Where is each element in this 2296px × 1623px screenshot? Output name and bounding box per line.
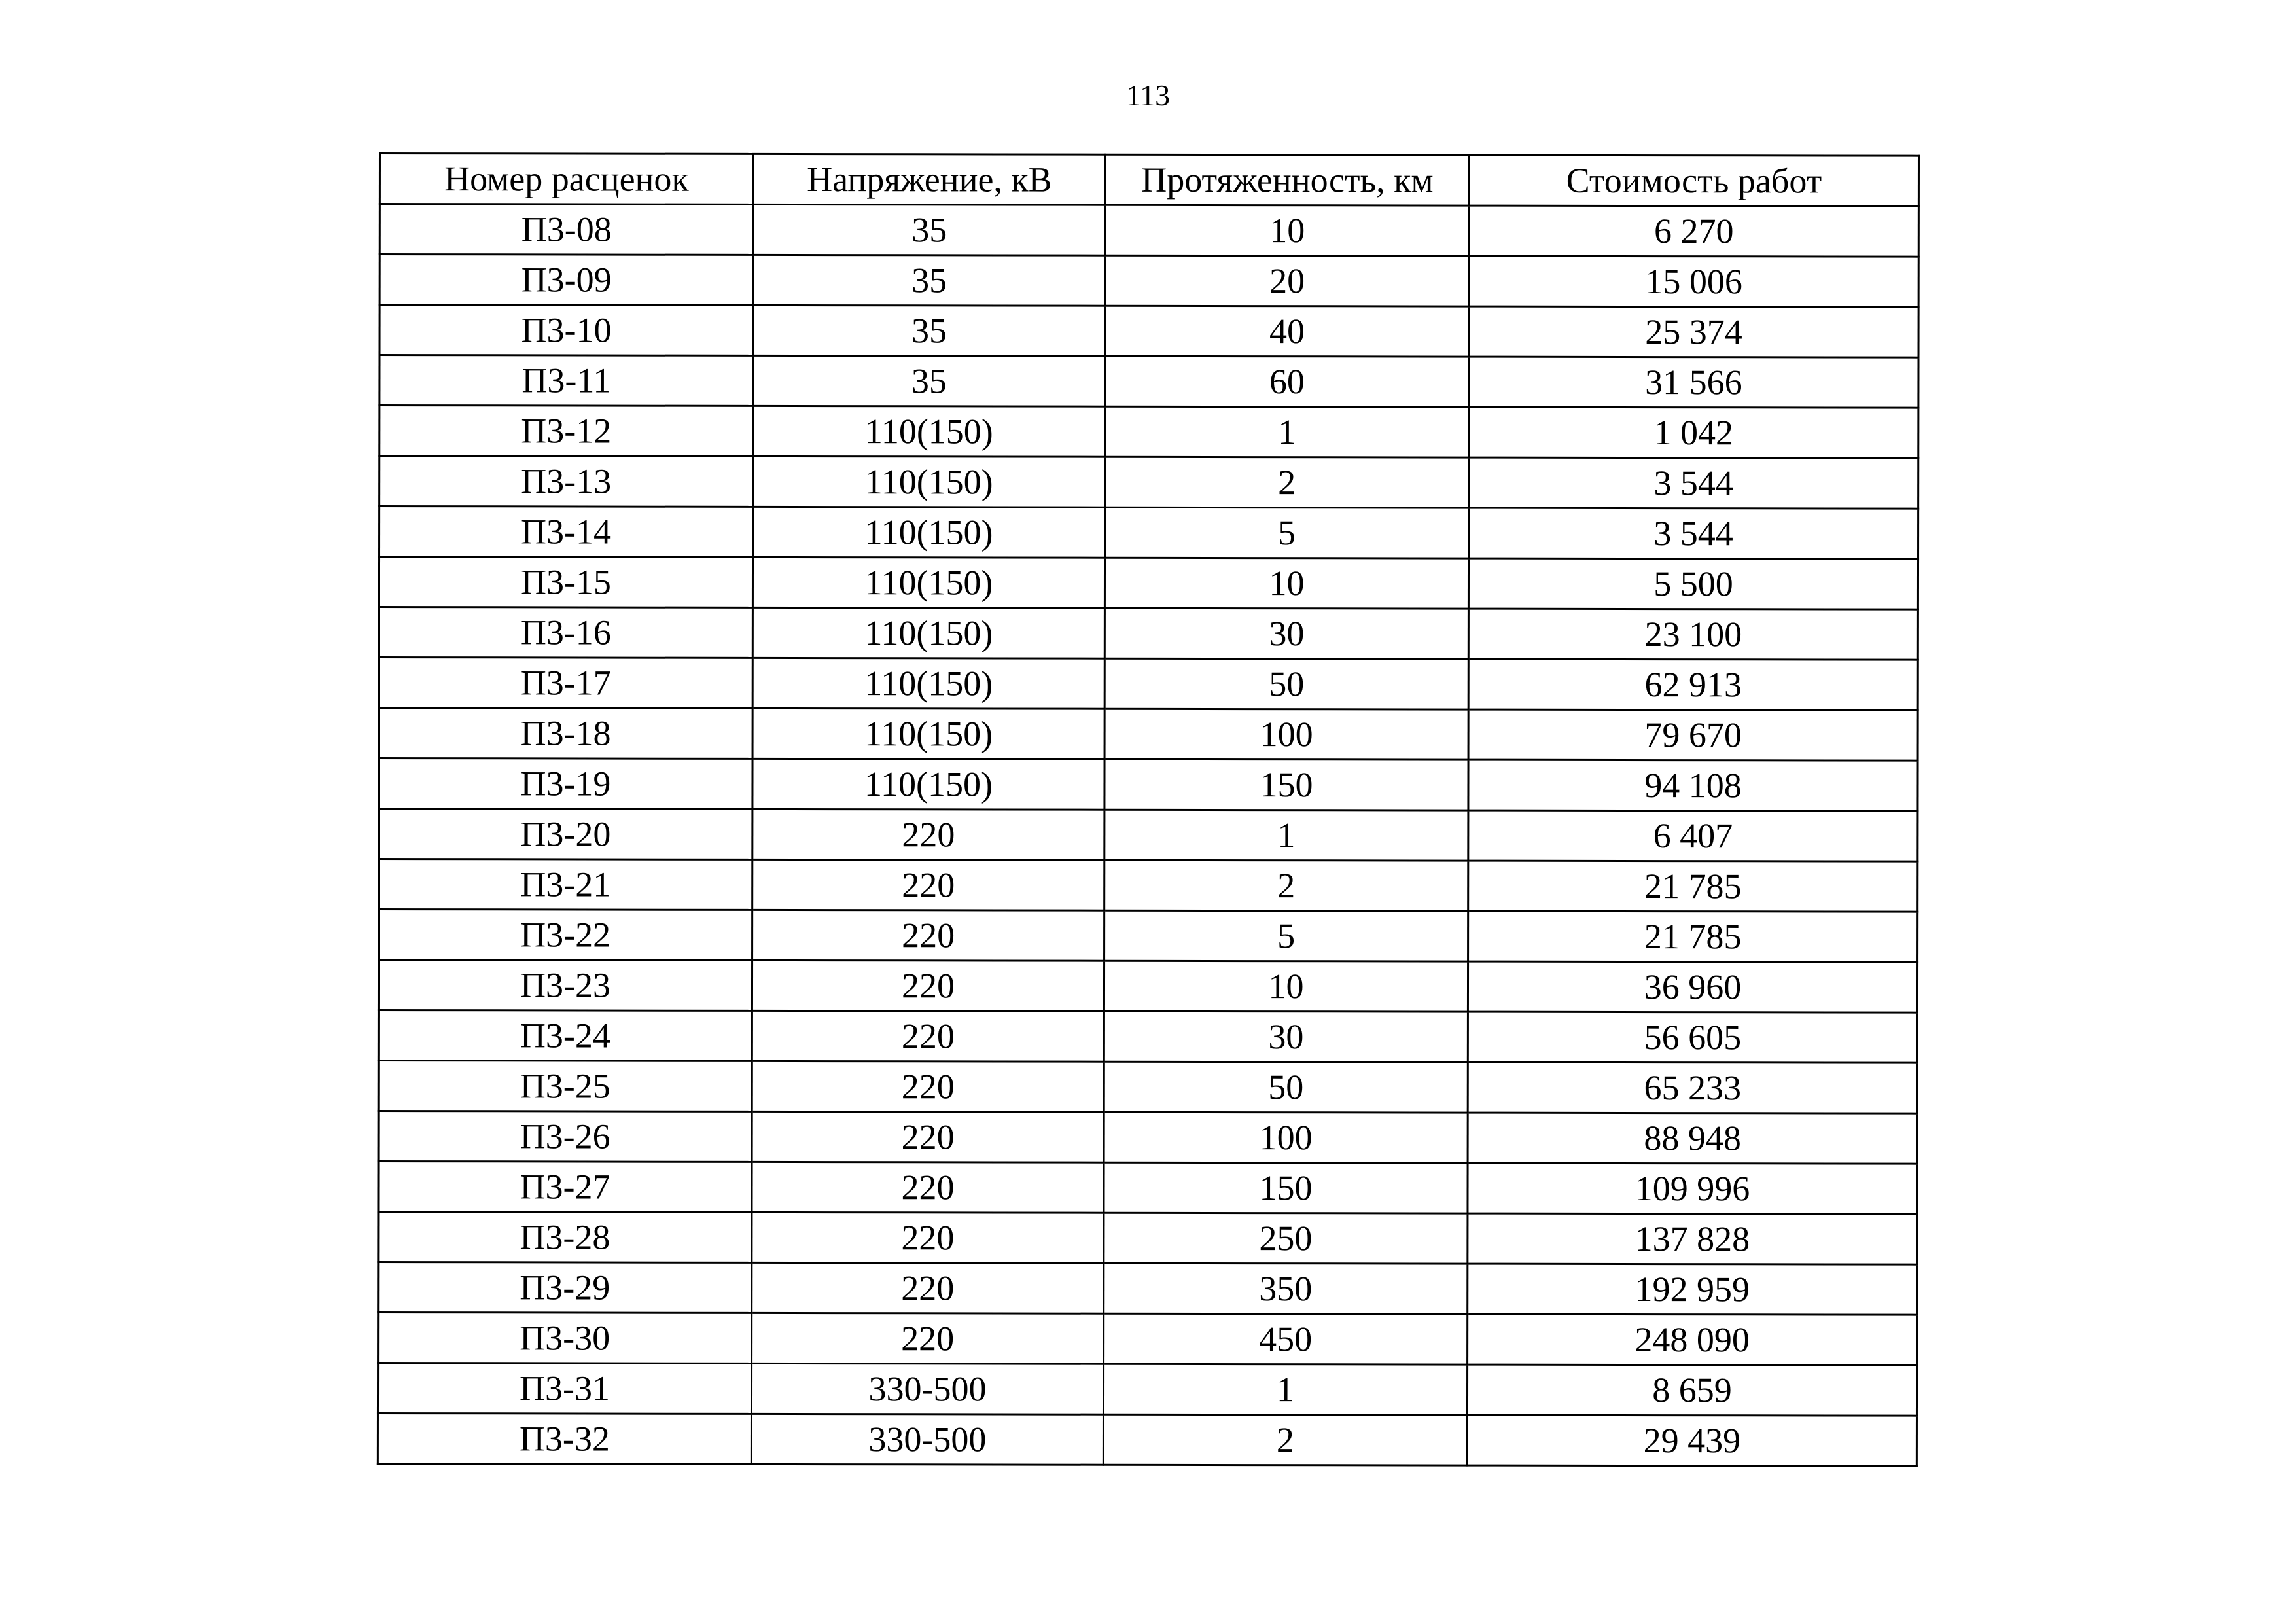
cell-length: 250 — [1104, 1213, 1468, 1264]
table-row — [379, 859, 1918, 912]
cell-cost: 94 108 — [1468, 760, 1918, 811]
cell-length: 10 — [1104, 961, 1468, 1012]
cell-code: П3-27 — [378, 1162, 752, 1213]
cell-code: П3-08 — [380, 204, 753, 255]
cell-voltage: 220 — [752, 809, 1104, 860]
cell-code: П3-29 — [378, 1262, 752, 1313]
table-row — [380, 305, 1918, 358]
cell-length: 30 — [1104, 1011, 1468, 1062]
cell-length: 2 — [1103, 1414, 1467, 1465]
cell-voltage: 35 — [753, 305, 1105, 356]
cell-voltage: 110(150) — [752, 557, 1104, 608]
cell-length: 100 — [1104, 709, 1468, 760]
cell-voltage: 110(150) — [753, 507, 1105, 558]
cell-cost: 25 374 — [1469, 306, 1918, 357]
cell-code: П3-20 — [379, 809, 752, 860]
cell-cost: 36 960 — [1468, 961, 1917, 1012]
table-row — [379, 758, 1918, 812]
cell-voltage: 220 — [752, 1111, 1104, 1162]
cell-length: 450 — [1104, 1313, 1468, 1364]
cell-voltage: 220 — [752, 1313, 1104, 1364]
cell-voltage: 220 — [752, 960, 1104, 1011]
cell-cost: 21 785 — [1468, 911, 1918, 962]
cell-cost: 5 500 — [1468, 558, 1918, 609]
cell-cost: 248 090 — [1468, 1314, 1917, 1365]
cell-voltage: 330-500 — [751, 1363, 1103, 1414]
table-row — [379, 557, 1918, 610]
cell-voltage: 110(150) — [753, 456, 1105, 507]
cell-cost: 192 959 — [1468, 1264, 1917, 1315]
table-row — [378, 1010, 1917, 1063]
cell-cost: 62 913 — [1468, 659, 1918, 710]
cell-code: П3-19 — [379, 758, 752, 810]
cell-code: П3-21 — [379, 859, 752, 910]
page-number: 113 — [1125, 79, 1171, 112]
cell-voltage: 110(150) — [752, 658, 1104, 709]
table-row — [378, 1162, 1917, 1215]
cell-code: П3-26 — [378, 1111, 752, 1162]
cell-cost: 56 605 — [1468, 1012, 1917, 1063]
cell-code: П3-32 — [378, 1414, 751, 1465]
cell-cost: 88 948 — [1468, 1113, 1917, 1164]
cell-length: 40 — [1105, 306, 1469, 357]
table-row — [378, 1061, 1917, 1114]
cell-code: П3-24 — [378, 1010, 752, 1061]
cell-code: П3-23 — [378, 960, 752, 1011]
cell-code: П3-15 — [379, 557, 752, 608]
cell-voltage: 220 — [752, 1212, 1104, 1263]
cell-cost: 1 042 — [1469, 407, 1918, 458]
cell-cost: 6 270 — [1469, 205, 1918, 257]
cell-voltage: 220 — [752, 1162, 1104, 1213]
cell-length: 10 — [1105, 205, 1469, 256]
cell-code: П3-11 — [380, 355, 753, 406]
rates-table — [377, 152, 1920, 1467]
cell-code: П3-09 — [380, 255, 753, 306]
table-row — [380, 456, 1918, 509]
cell-cost: 31 566 — [1469, 357, 1918, 408]
cell-code: П3-16 — [379, 607, 752, 658]
cell-voltage: 110(150) — [752, 607, 1104, 658]
table-row — [380, 204, 1918, 257]
table-header-row — [380, 154, 1918, 207]
table-row — [378, 960, 1917, 1013]
table-body — [378, 204, 1918, 1467]
cell-length: 1 — [1105, 406, 1469, 457]
cell-cost: 3 544 — [1469, 457, 1918, 508]
cell-length: 1 — [1104, 810, 1468, 861]
cell-cost: 21 785 — [1468, 861, 1918, 912]
table-row — [379, 708, 1918, 761]
cell-code: П3-31 — [378, 1363, 751, 1414]
cell-cost: 15 006 — [1469, 256, 1918, 307]
table-row — [380, 406, 1918, 459]
cell-code: П3-13 — [380, 456, 753, 507]
table-row — [378, 1212, 1917, 1265]
header-voltage: Напряжение, кВ — [753, 154, 1105, 205]
cell-code: П3-10 — [380, 305, 753, 356]
cell-length: 5 — [1105, 507, 1469, 558]
cell-voltage: 220 — [752, 859, 1104, 910]
cell-code: П3-17 — [379, 658, 752, 709]
cell-voltage: 35 — [753, 204, 1105, 255]
cell-cost: 3 544 — [1469, 508, 1918, 559]
table-row — [378, 1414, 1916, 1467]
cell-code: П3-28 — [378, 1212, 752, 1263]
cell-voltage: 35 — [753, 355, 1105, 406]
cell-code: П3-12 — [380, 406, 753, 457]
cell-cost: 79 670 — [1468, 709, 1918, 760]
cell-cost: 6 407 — [1468, 810, 1918, 861]
cell-cost: 65 233 — [1468, 1062, 1917, 1113]
cell-voltage: 35 — [753, 255, 1105, 306]
header-cost: Стоимость работ — [1469, 155, 1918, 206]
cell-code: П3-25 — [378, 1061, 752, 1112]
cell-code: П3-18 — [379, 708, 752, 759]
cell-cost: 109 996 — [1468, 1163, 1917, 1214]
cell-length: 150 — [1104, 759, 1468, 810]
cell-voltage: 110(150) — [752, 708, 1104, 759]
table-row — [378, 1262, 1917, 1315]
table-row — [379, 658, 1918, 711]
header-length: Протяженность, км — [1105, 154, 1469, 205]
cell-length: 5 — [1104, 910, 1468, 961]
cell-voltage: 110(150) — [752, 758, 1104, 810]
cell-length: 60 — [1105, 356, 1469, 407]
cell-length: 350 — [1104, 1263, 1468, 1314]
table-row — [378, 1313, 1917, 1366]
cell-length: 10 — [1104, 558, 1468, 609]
cell-voltage: 220 — [752, 1061, 1104, 1112]
cell-cost: 137 828 — [1468, 1213, 1917, 1264]
cell-voltage: 110(150) — [753, 406, 1105, 457]
cell-voltage: 220 — [752, 910, 1104, 961]
table-row — [378, 1111, 1917, 1164]
cell-code: П3-30 — [378, 1313, 752, 1364]
cell-cost: 8 659 — [1467, 1364, 1916, 1416]
header-code: Номер расценок — [380, 154, 753, 205]
cell-voltage: 220 — [752, 1010, 1104, 1061]
cell-cost: 23 100 — [1468, 609, 1918, 660]
table-row — [379, 809, 1918, 862]
table-row — [380, 355, 1918, 408]
table-row — [379, 910, 1918, 963]
cell-length: 150 — [1104, 1162, 1468, 1213]
cell-code: П3-22 — [379, 910, 752, 961]
cell-length: 50 — [1104, 658, 1468, 709]
table-row — [379, 607, 1918, 660]
cell-length: 100 — [1104, 1112, 1468, 1163]
cell-length: 2 — [1105, 457, 1469, 508]
cell-length: 20 — [1105, 255, 1469, 306]
table-row — [380, 507, 1918, 560]
cell-cost: 29 439 — [1467, 1415, 1916, 1466]
cell-length: 1 — [1103, 1364, 1467, 1415]
cell-length: 2 — [1104, 860, 1468, 911]
table-row — [378, 1363, 1916, 1416]
cell-voltage: 330-500 — [751, 1414, 1103, 1465]
cell-code: П3-14 — [380, 507, 753, 558]
table-row — [380, 255, 1918, 308]
cell-length: 30 — [1104, 608, 1468, 659]
cell-voltage: 220 — [752, 1262, 1104, 1313]
cell-length: 50 — [1104, 1061, 1468, 1113]
